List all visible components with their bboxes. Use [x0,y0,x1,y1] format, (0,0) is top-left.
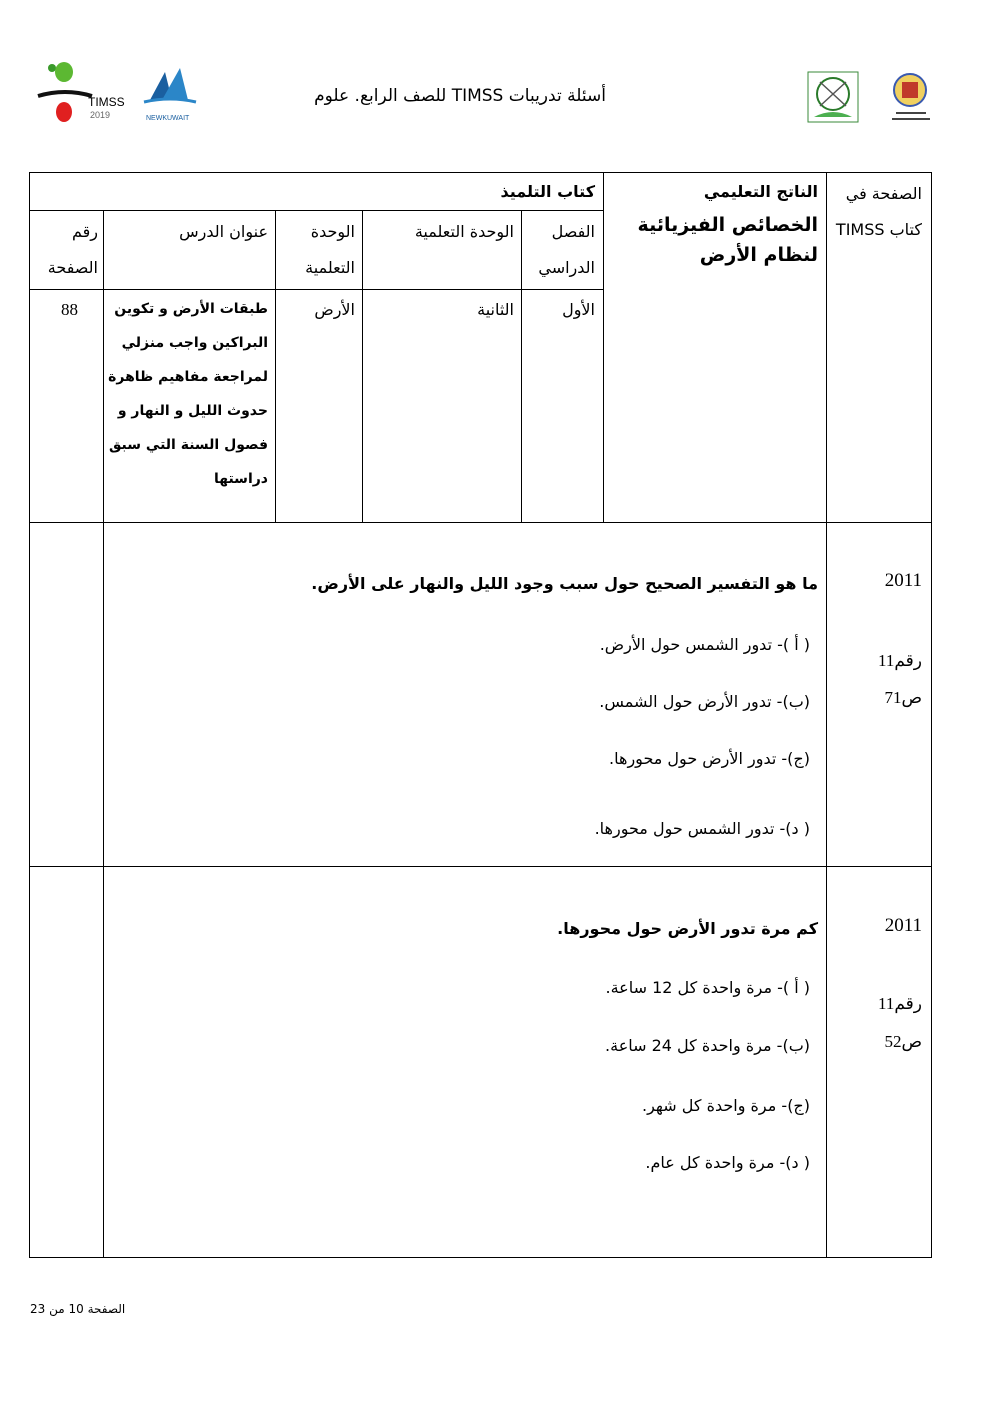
newkuwait-logo-text: NEWKUWAIT [146,115,190,122]
row-semester: الأول [562,300,595,319]
q1-ref-page: ص71 [884,688,922,707]
q1-stem: ما هو التفسير الصحيح حول سبب وجود الليل والنهار على الأرض. [311,574,818,593]
timss-kuwait-logos [30,58,210,128]
q2-option-a[interactable]: ( أ )- مرة واحدة كل 12 ساعة. [605,978,810,997]
page-title: أسئلة تدريبات TIMSS للصف الرابع. علوم [314,86,606,106]
q1-option-d[interactable]: ( د)- تدور الشمس حول محورها. [594,819,810,838]
q2-option-c[interactable]: (ج)- مرة واحدة كل شهر. [642,1096,810,1115]
row-lesson-title: طبقات الأرض و تكوين البراكين واجب منزلي لمراجعة مفاهيم ظاهرة حدوث الليل و النهار و فصول السنة التي سبق دراستها [108,301,268,487]
q2-ref-page: ص52 [884,1032,922,1051]
q2-ref-number: رقم11 [877,994,922,1013]
subheader-lesson-title: عنوان الدرس [179,222,268,241]
row-page-number: 88 [61,300,78,319]
q1-ref-number: رقم11 [877,651,922,670]
q2-stem: كم مرة تدور الأرض حول محورها. [557,919,818,938]
ministry-logos [800,62,940,132]
q1-option-c[interactable]: (ج)- تدور الأرض حول محورها. [609,749,810,768]
q1-year: 2011 [884,570,922,591]
outcome-value: الخصائص الفيزيائية لنظام الأرض [637,214,818,266]
q2-option-d[interactable]: ( د)- مرة واحدة كل عام. [645,1153,810,1172]
header-student-book: كتاب التلميذ [500,182,595,201]
row-unit: الأرض [314,300,355,319]
q1-option-a[interactable]: ( أ )- تدور الشمس حول الأرض. [599,635,810,654]
q2-year: 2011 [884,915,922,936]
subheader-page-number: رقم الصفحة [47,222,98,277]
q2-option-b[interactable]: (ب)- مرة واحدة كل 24 ساعة. [605,1036,810,1055]
header-outcome: الناتج التعليمي [703,182,818,201]
row-learning-unit: الثانية [477,300,514,319]
subheader-unit: الوحدة التعلمية [305,222,355,277]
page-footer: الصفحة 10 من 23 [30,1302,126,1316]
header-page-in-book: الصفحة في كتاب TIMSS [835,184,922,239]
subheader-learning-unit: الوحدة التعلمية [414,222,514,241]
timss-logo-year: 2019 [90,110,111,120]
q1-option-b[interactable]: (ب)- تدور الأرض حول الشمس. [599,692,810,711]
timss-logo-text: TIMSS [88,95,125,109]
subheader-semester: الفصل الدراسي [538,222,595,277]
